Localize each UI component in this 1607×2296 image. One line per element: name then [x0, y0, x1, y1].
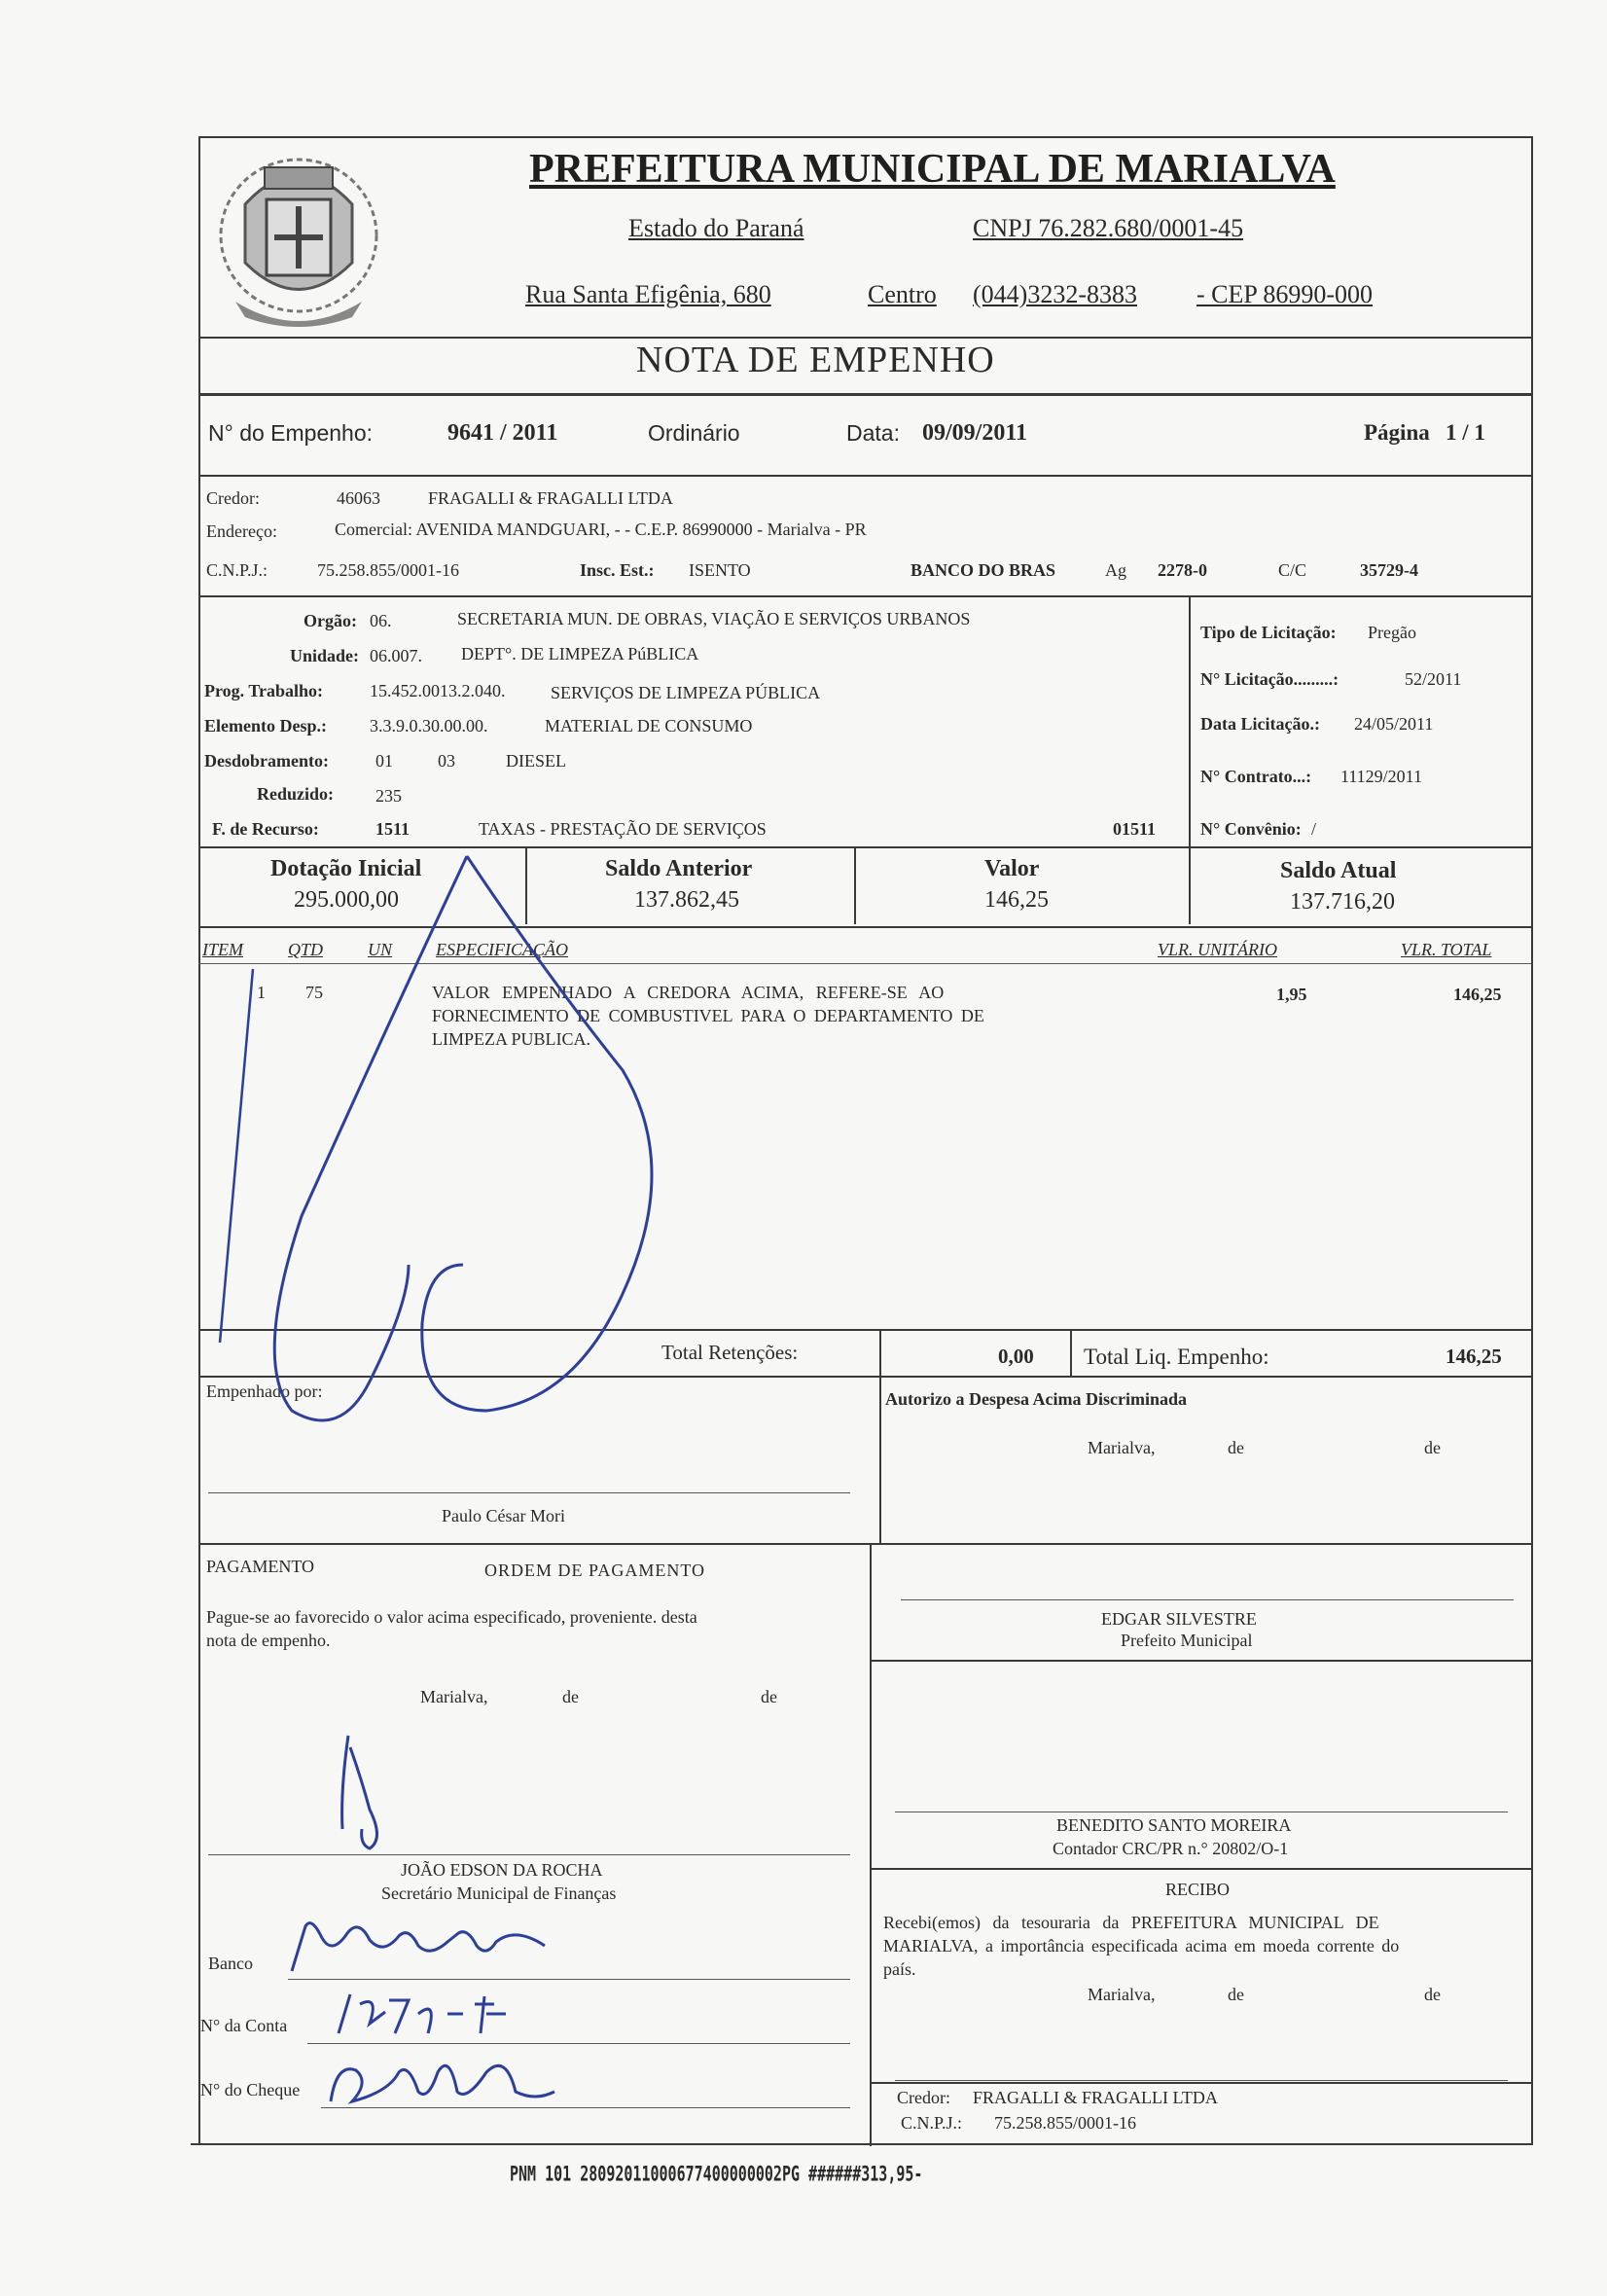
account-number: 35729-4 [1360, 560, 1418, 580]
licitacao-date: 24/05/2011 [1354, 714, 1434, 734]
header-cep: - CEP 86990-000 [1196, 280, 1374, 308]
recibo-text-1: Recebi(emos) da tesouraria da PREFEITURA MUNICIPAL DE [883, 1913, 1379, 1932]
recibo-place: Marialva, [1088, 1985, 1156, 2004]
cheque-label: N° do Cheque [200, 2080, 301, 2099]
autorizo-de-2: de [1424, 1438, 1441, 1457]
document-title: NOTA DE EMPENHO [636, 340, 995, 380]
signature-cheque [331, 2065, 554, 2101]
desdobramento-b: 03 [438, 751, 455, 771]
autorizo-place: Marialva, [1088, 1438, 1156, 1457]
retencoes-value: 0,00 [998, 1345, 1034, 1368]
convenio-value: / [1311, 819, 1317, 839]
col-total: VLR. TOTAL [1401, 940, 1492, 959]
recibo-de-2: de [1424, 1985, 1441, 2004]
elemento-label: Elemento Desp.: [204, 716, 327, 735]
prog-name: SERVIÇOS DE LIMPEZA PÚBLICA [551, 683, 821, 702]
desdobramento-a: 01 [375, 751, 393, 771]
recurso-label: F. de Recurso: [212, 819, 319, 839]
col-item: ITEM [202, 940, 243, 959]
col-un: UN [368, 940, 393, 959]
recibo-text-3: país. [883, 1959, 916, 1979]
payment-title: PAGAMENTO [206, 1557, 315, 1576]
autorizo-de-1: de [1228, 1438, 1244, 1457]
header-address: Rua Santa Efigênia, 680 [525, 280, 771, 308]
desdobramento-name: DIESEL [506, 751, 566, 771]
col-unit-price: VLR. UNITÁRIO [1158, 940, 1277, 959]
prefeito-name: EDGAR SILVESTRE [1101, 1609, 1257, 1629]
contador-name: BENEDITO SANTO MOREIRA [1056, 1815, 1292, 1835]
municipal-coat-of-arms [206, 146, 391, 337]
elemento-name: MATERIAL DE CONSUMO [545, 716, 753, 735]
recibo-cnpj-label: C.N.P.J.: [901, 2113, 963, 2133]
valor-value: 146,25 [984, 887, 1049, 913]
recurso-code: 1511 [375, 819, 411, 839]
unidade-code: 06.007. [370, 646, 422, 665]
address-label: Endereço: [206, 521, 277, 541]
state-name: Estado do Paraná [628, 214, 804, 242]
convenio-label: N° Convênio: [1200, 819, 1302, 839]
secretario-role: Secretário Municipal de Finanças [381, 1883, 617, 1903]
pen-stroke-ita [220, 969, 253, 1343]
recibo-cnpj: 75.258.855/0001-16 [994, 2113, 1136, 2133]
credor-code: 46063 [337, 488, 380, 508]
dotacao-inicial-label: Dotação Inicial [270, 856, 422, 881]
footer-code: PNM 101 28092011000677400000002PG ######313,95- [510, 2162, 923, 2187]
licitacao-number: 52/2011 [1405, 669, 1462, 689]
dotacao-inicial-value: 295.000,00 [294, 887, 399, 913]
saldo-atual-value: 137.716,20 [1290, 889, 1395, 915]
reduzido-value: 235 [375, 786, 402, 806]
contrato-number: 11129/2011 [1340, 767, 1422, 786]
prog-label: Prog. Trabalho: [204, 681, 324, 700]
empenho-label: N° do Empenho: [208, 420, 374, 446]
agency-number: 2278-0 [1158, 560, 1207, 580]
recibo-title: RECIBO [1165, 1880, 1231, 1899]
header-cnpj: CNPJ 76.282.680/0001-45 [973, 214, 1244, 242]
signature-banco [292, 1923, 545, 1971]
tipo-licitacao-label: Tipo de Licitação: [1200, 623, 1337, 642]
liquido-value: 146,25 [1446, 1345, 1502, 1368]
bank-name: BANCO DO BRAS [911, 560, 1056, 580]
unidade-label: Unidade: [290, 646, 360, 665]
payment-de-1: de [562, 1687, 579, 1706]
reduzido-label: Reduzido: [257, 784, 335, 804]
licitacao-number-label: N° Licitação.........: [1200, 669, 1339, 689]
page-number: 1 / 1 [1446, 420, 1485, 445]
payment-place: Marialva, [420, 1687, 488, 1706]
saldo-anterior-value: 137.862,45 [634, 887, 739, 913]
orgao-name: SECRETARIA MUN. DE OBRAS, VIAÇÃO E SERVIÇOS URBANOS [457, 609, 971, 628]
item-spec-line-1: VALOR EMPENHADO A CREDORA ACIMA, REFERE-SE AO [432, 983, 945, 1002]
payment-text-1: Pague-se ao favorecido o valor acima especificado, proveniente. desta [206, 1607, 697, 1627]
liquido-label: Total Liq. Empenho: [1084, 1345, 1269, 1369]
empenhado-por-label: Empenhado por: [206, 1381, 323, 1401]
recibo-de-1: de [1228, 1985, 1244, 2004]
account-label: C/C [1278, 560, 1307, 580]
recibo-text-2: MARIALVA, a importância especificada acima em moeda corrente do [883, 1936, 1400, 1955]
recibo-credor-name: FRAGALLI & FRAGALLI LTDA [973, 2088, 1218, 2107]
saldo-atual-label: Saldo Atual [1280, 858, 1397, 883]
empenho-type: Ordinário [648, 420, 740, 446]
agency-label: Ag [1105, 560, 1126, 580]
empenho-date-label: Data: [846, 420, 900, 446]
item-spec-line-3: LIMPEZA PUBLICA. [432, 1029, 591, 1049]
payment-text-2: nota de empenho. [206, 1631, 331, 1650]
insc-value: ISENTO [689, 560, 751, 580]
licitacao-date-label: Data Licitação.: [1200, 714, 1320, 734]
payment-order-title: ORDEM DE PAGAMENTO [484, 1561, 706, 1580]
col-qtd: QTD [288, 940, 324, 959]
recurso-name: TAXAS - PRESTAÇÃO DE SERVIÇOS [479, 819, 767, 839]
item-spec-line-2: FORNECIMENTO DE COMBUSTIVEL PARA O DEPARTAMENTO DE [432, 1006, 984, 1025]
autorizo-label: Autorizo a Despesa Acima Discriminada [885, 1389, 1187, 1409]
empenho-number: 9641 / 2011 [447, 420, 558, 446]
header-district: Centro [868, 280, 937, 308]
handwritten-account-number [339, 1994, 506, 2033]
desdobramento-label: Desdobramento: [204, 751, 329, 771]
conta-label: N° da Conta [200, 2016, 288, 2035]
credor-address: Comercial: AVENIDA MANDGUARI, - - C.E.P. 86990000 - Marialva - PR [335, 520, 867, 539]
item-number: 1 [257, 983, 266, 1002]
elemento-code: 3.3.9.0.30.00.00. [370, 716, 488, 735]
header-phone: (044)3232-8383 [973, 280, 1137, 308]
credor-label: Credor: [206, 488, 260, 508]
credor-name: FRAGALLI & FRAGALLI LTDA [428, 488, 673, 508]
item-qty: 75 [305, 983, 323, 1002]
recurso-code-2: 01511 [1113, 819, 1157, 839]
payment-de-2: de [761, 1687, 777, 1706]
unidade-name: DEPT°. DE LIMPEZA PúBLICA [461, 644, 699, 664]
contador-role: Contador CRC/PR n.° 20802/O-1 [1053, 1839, 1289, 1858]
saldo-anterior-label: Saldo Anterior [605, 856, 753, 881]
retencoes-label: Total Retenções: [661, 1341, 799, 1364]
valor-label: Valor [984, 856, 1040, 881]
orgao-label: Orgão: [304, 611, 357, 630]
prefeito-role: Prefeito Municipal [1121, 1631, 1253, 1650]
item-total: 146,25 [1453, 985, 1502, 1004]
prog-code: 15.452.0013.2.040. [370, 681, 506, 700]
empenho-date: 09/09/2011 [922, 420, 1028, 446]
orgao-code: 06. [370, 611, 392, 630]
tipo-licitacao-value: Pregão [1368, 623, 1416, 642]
recibo-credor-label: Credor: [897, 2088, 950, 2107]
item-unit-price: 1,95 [1276, 985, 1307, 1004]
secretario-name: JOÃO EDSON DA ROCHA [401, 1860, 603, 1880]
page-label: Página [1364, 420, 1430, 445]
insc-label: Insc. Est.: [580, 560, 655, 580]
col-spec: ESPECIFICAÇÃO [436, 940, 568, 959]
municipality-title: PREFEITURA MUNICIPAL DE MARIALVA [529, 147, 1336, 192]
contrato-label: N° Contrato...: [1200, 767, 1312, 786]
cnpj-label: C.N.P.J.: [206, 560, 268, 580]
signature-initial [342, 1736, 377, 1848]
banco-label: Banco [208, 1954, 253, 1973]
credor-cnpj: 75.258.855/0001-16 [317, 560, 459, 580]
empenhado-por-name: Paulo César Mori [442, 1506, 565, 1525]
